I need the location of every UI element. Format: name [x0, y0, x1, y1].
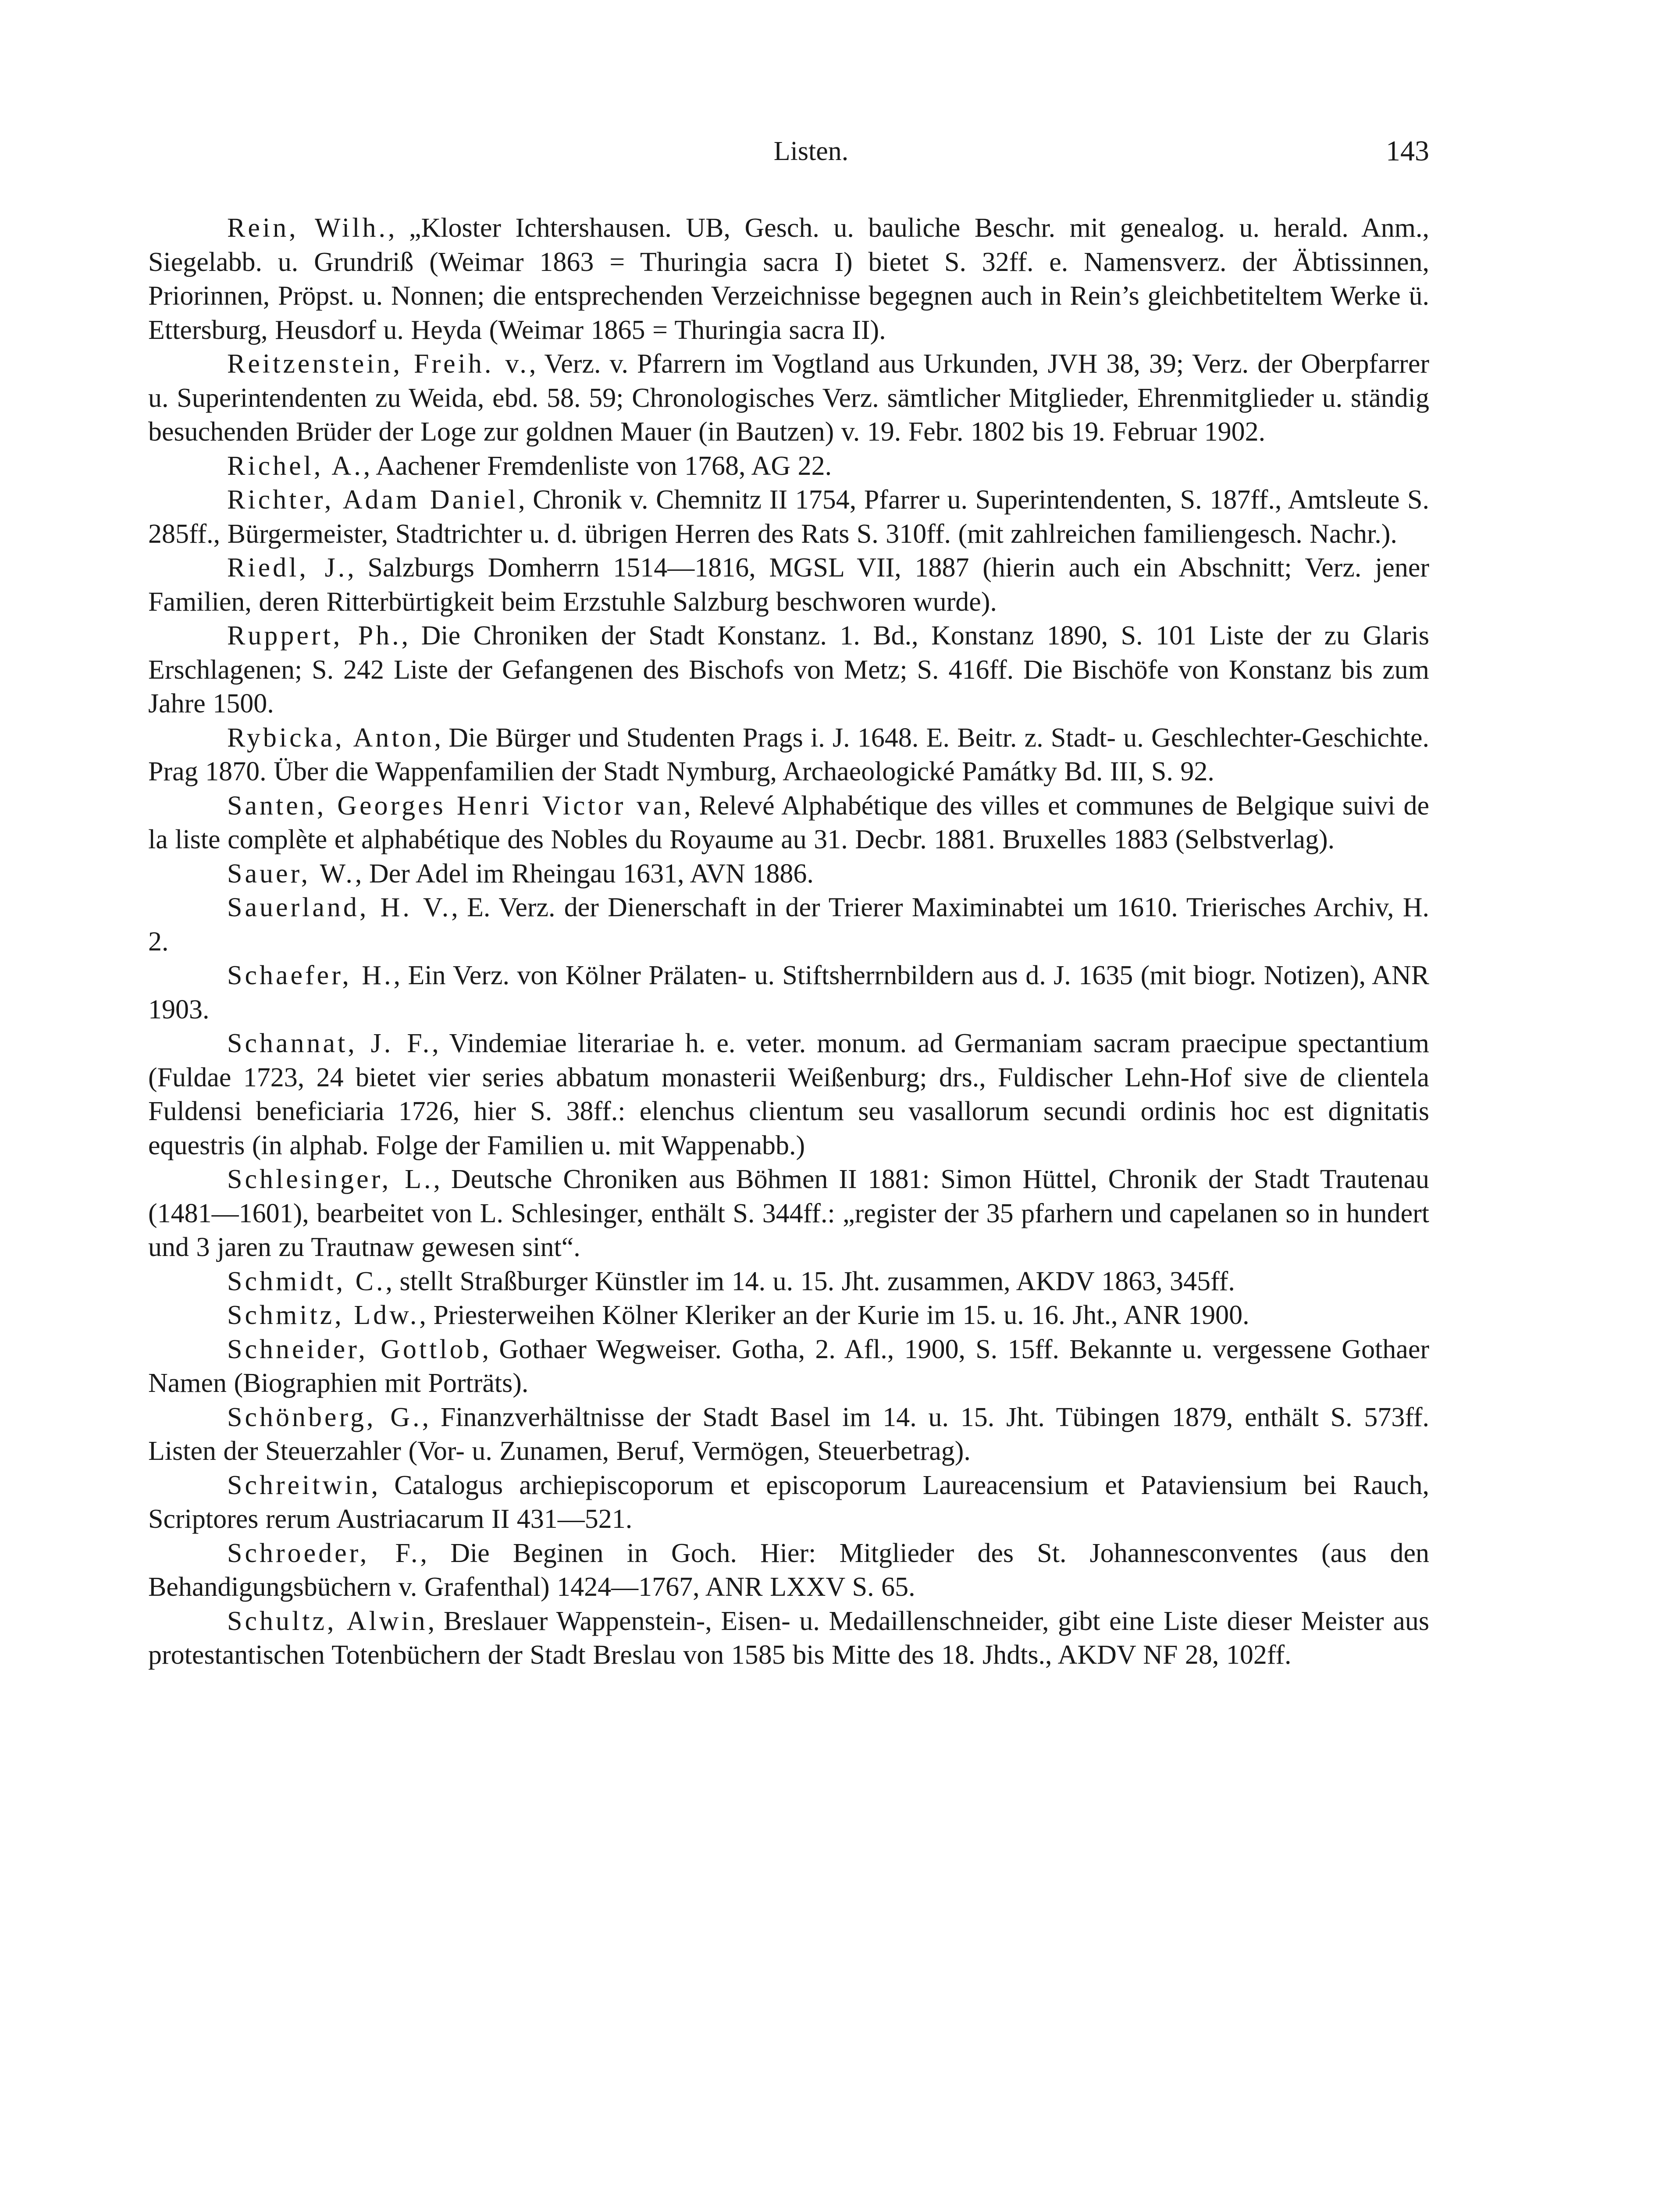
entry-text: , Catalogus archiepiscoporum et episcoporum Laureacensium et Pataviensium bei Rauch, Scriptores rerum Austriacarum II 431—521.: [148, 1470, 1429, 1534]
entry-text: , Priesterweihen Kölner Kleriker an der Kurie im 15. u. 16. Jht., ANR 1900.: [419, 1300, 1249, 1330]
list-entry: [148, 959, 1429, 1027]
entry-author: Schaefer, H.: [227, 961, 394, 990]
entry-text: , Aachener Fremdenliste von 1768, AG 22.: [363, 451, 832, 481]
list-entry: [148, 483, 1429, 551]
entry-text: , Salzburgs Domherrn 1514—1816, MGSL VII, 1887 (hierin auch ein Abschnitt; Verz. jener Familien, deren Ritterbürtigkeit beim Erzstuhle Salzburg beschworen wurde).: [148, 553, 1429, 617]
entry-text: , Breslauer Wappenstein-, Eisen- u. Medaillenschneider, gibt eine Liste dieser Meister aus protestantischen Totenbüchern der Stadt Breslau von 1585 bis Mitte des 18. Jhdts., AKDV NF 28, 102ff.: [148, 1606, 1429, 1670]
list-entry: [148, 211, 1429, 347]
list-entry: [148, 1605, 1429, 1672]
entry-text: , Die Bürger und Studenten Prags i. J. 1648. E. Beitr. z. Stadt- u. Geschlechter-Geschichte. Prag 1870. Über die Wappenfamilien der Stadt Nymburg, Archaeologické Památky Bd. III, S. 92.: [148, 722, 1430, 786]
list-entry: [148, 721, 1429, 789]
entry-author: Schlesinger, L.: [227, 1164, 434, 1194]
entry-text: , Deutsche Chroniken aus Böhmen II 1881: Simon Hüttel, Chronik der Stadt Trautenau (1481—1601), bearbeitet von L. Schlesinger, enthält S. 344ff.: „register der 35 pfarhern und capelanen so in hundert und 3 jaren zu Trautnaw gewesen sint“.: [148, 1164, 1430, 1262]
entry-text: , Relevé Alphabétique des villes et communes de Belgique suivi de la liste complète et alphabétique des Nobles du Royaume au 31. Decbr. 1881. Bruxelles 1883 (Selbstverlag).: [148, 790, 1429, 854]
list-entry: [148, 1333, 1429, 1401]
entry-text: , Der Adel im Rheingau 1631, AVN 1886.: [355, 858, 814, 889]
entry-author: Schroeder, F.: [227, 1538, 420, 1568]
list-entry: [148, 1537, 1429, 1605]
list-entry: [148, 1469, 1429, 1537]
entry-author: Rein, Wilh.: [227, 213, 388, 243]
entry-author: Richel, A.: [227, 451, 363, 481]
entry-author: Rybicka, Anton: [227, 722, 434, 753]
list-entry: [148, 347, 1429, 449]
entry-text: , Ein Verz. von Kölner Prälaten- u. Stiftsherrnbildern aus d. J. 1635 (mit biogr. Notizen), ANR 1903.: [148, 961, 1430, 1025]
list-entry: [148, 1163, 1429, 1265]
list-entry: [148, 619, 1429, 721]
list-entry: [148, 857, 1429, 891]
entry-author: Schmitz, Ldw.: [227, 1300, 420, 1330]
list-entry: [148, 1027, 1429, 1163]
entry-text: , Finanzverhältnisse der Stadt Basel im 14. u. 15. Jht. Tübingen 1879, enthält S. 573ff. Listen der Steuerzahler (Vor- u. Zunamen, Beruf, Vermögen, Steuerbetrag).: [148, 1402, 1429, 1466]
entry-text: , stellt Straßburger Künstler im 14. u. 15. Jht. zusammen, AKDV 1863, 345ff.: [385, 1266, 1235, 1296]
list-entry: [148, 789, 1429, 857]
entry-author: Santen, Georges Henri Victor van: [227, 790, 684, 821]
entry-text: , E. Verz. der Dienerschaft in der Trierer Maximinabtei um 1610. Trierisches Archiv, H. 2.: [148, 893, 1429, 957]
list-entry: [148, 891, 1429, 959]
entry-author: Sauer, W.: [227, 858, 355, 889]
entry-author: Sauerland, H. V.: [227, 893, 452, 922]
entry-author: Schneider, Gottlob: [227, 1334, 482, 1364]
entry-list: [148, 211, 1429, 1672]
entry-author: Richter, Adam Daniel: [227, 485, 519, 515]
entry-author: Reitzenstein, Freih. v.: [227, 349, 529, 379]
list-entry: [148, 1401, 1429, 1469]
entry-author: Schannat, J. F.: [227, 1028, 432, 1058]
running-head: [0, 132, 1680, 171]
entry-text: , Die Beginen in Goch. Hier: Mitglieder des St. Johannesconventes (aus den Behandigungsbüchern v. Grafenthal) 1424—1767, ANR LXXV S. 65.: [148, 1538, 1429, 1602]
list-entry: [148, 1265, 1429, 1299]
page-number: 143: [1386, 135, 1429, 167]
entry-author: Schultz, Alwin: [227, 1606, 428, 1636]
list-entry: [148, 551, 1429, 619]
list-entry: [148, 449, 1429, 484]
entry-text: , Die Chroniken der Stadt Konstanz. 1. Bd., Konstanz 1890, S. 101 Liste der zu Glaris Erschlagenen; S. 242 Liste der Gefangenen des Bischofs von Metz; S. 416ff. Die Bischöfe von Konstanz bis zum Jahre 1500.: [148, 621, 1429, 719]
entry-author: Schmidt, C.: [227, 1266, 386, 1296]
running-title: Listen.: [773, 136, 849, 166]
entry-text: , Chronik v. Chemnitz II 1754, Pfarrer u. Superintendenten, S. 187ff., Amtsleute S. 285ff., Bürgermeister, Stadtrichter u. d. übrigen Herren des Rats S. 310ff. (mit zahlreichen familiengesch. Nachr.).: [148, 485, 1429, 549]
list-entry: [148, 1299, 1429, 1333]
entry-text: , Vindemiae literariae h. e. veter. monum. ad Germaniam sacram praecipue spectantium (Fuldae 1723, 24 bietet vier series abbatum monasterii Weißenburg; drs., Fuldischer Lehn-Hof sive de clientela Fuldensi beneficiaria 1726, hier S. 38ff.: elenchus clientum seu vasallorum secundi ordinis hoc est dignitatis equestris (in alphab. Folge der Familien u. mit Wappenabb.): [148, 1028, 1429, 1160]
entry-text: , „Kloster Ichtershausen. UB, Gesch. u. bauliche Beschr. mit genealog. u. herald. Anm., Siegelabb. u. Grundriß (Weimar 1863 = Thuringia sacra I) bietet S. 32ff. e. Namensverz. der Äbtissinnen, Priorinnen, Pröpst. u. Nonnen; die entsprechenden Verzeichnisse begegnen auch in Rein’s gleichbetiteltem Werke ü. Ettersburg, Heusdorf u. Heyda (Weimar 1865 = Thuringia sacra II).: [148, 213, 1430, 345]
entry-author: Ruppert, Ph.: [227, 621, 402, 651]
entry-author: Riedl, J.: [227, 553, 348, 583]
entry-author: Schönberg, G.: [227, 1402, 422, 1432]
entry-text: , Verz. v. Pfarrern im Vogtland aus Urkunden, JVH 38, 39; Verz. der Oberpfarrer u. Superintendenten zu Weida, ebd. 58. 59; Chronologisches Verz. sämtlicher Mitglieder, Ehrenmitglieder u. ständig besuchenden Brüder der Loge zur goldnen Mauer (in Bautzen) v. 19. Febr. 1802 bis 19. Februar 1902.: [148, 349, 1429, 447]
entry-text: , Gothaer Wegweiser. Gotha, 2. Afl., 1900, S. 15ff. Bekannte u. vergessene Gothaer Namen (Biographien mit Porträts).: [148, 1334, 1429, 1398]
entry-author: Schreitwin: [227, 1470, 371, 1500]
